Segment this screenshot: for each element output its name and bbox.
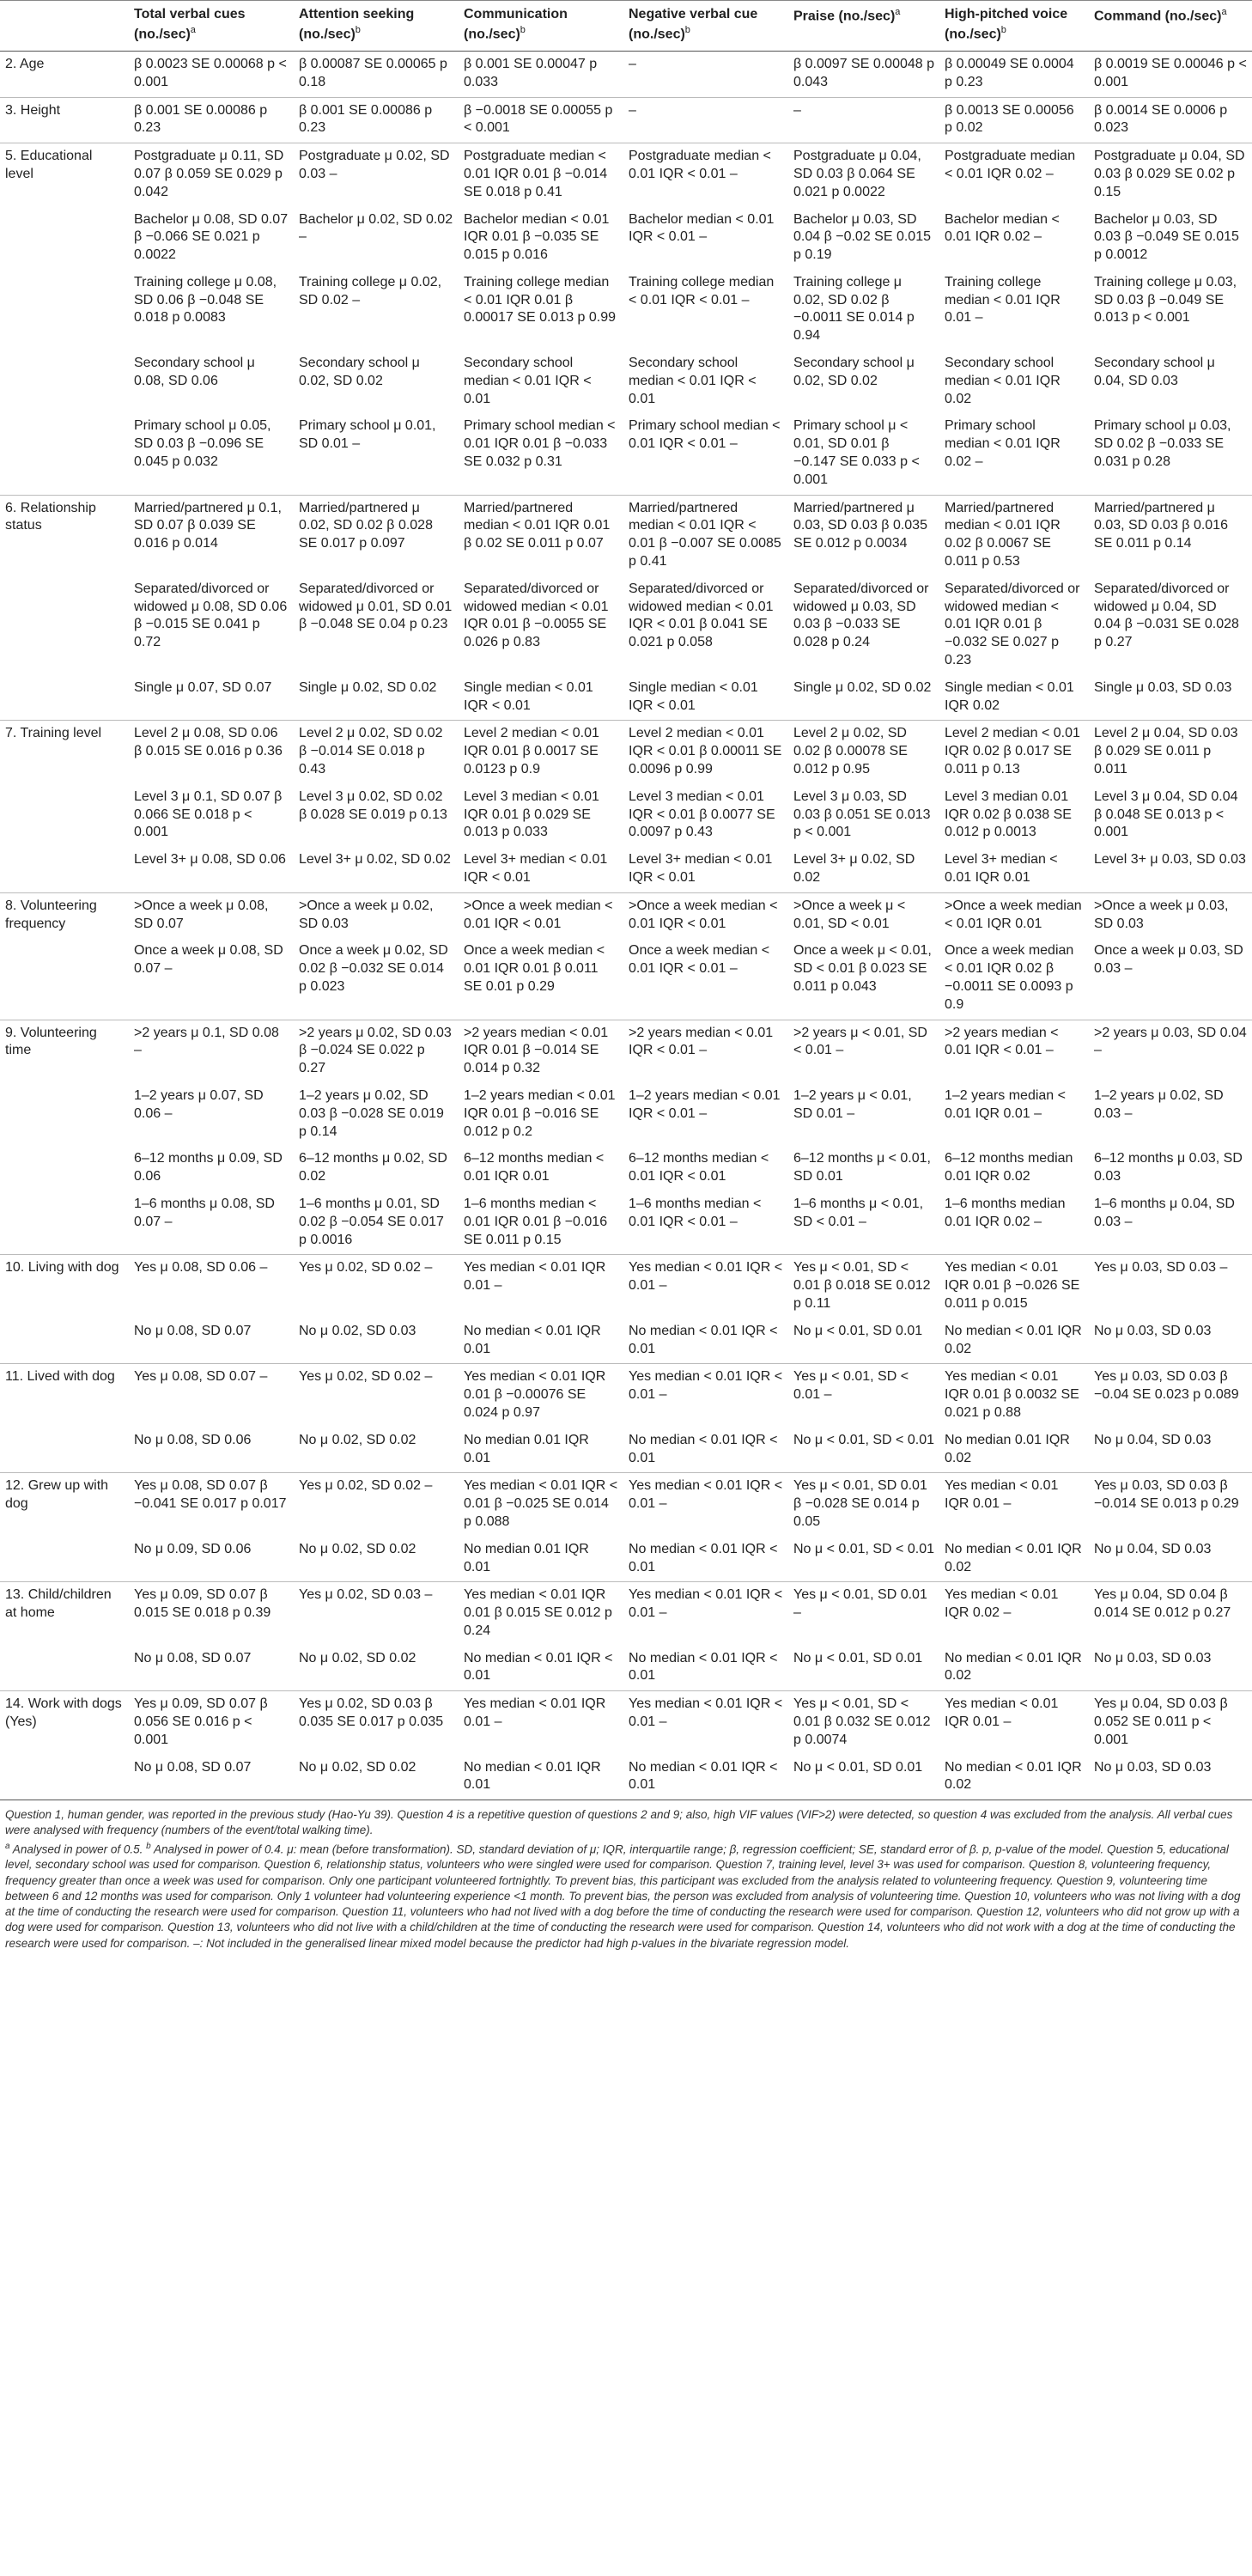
table-cell: Postgraduate μ 0.02, SD 0.03 – (294, 143, 459, 207)
table-cell: Once a week median < 0.01 IQR 0.01 β 0.011 SE 0.01 p 0.29 (464, 943, 605, 994)
table-row (0, 1020, 1252, 1083)
table-footnotes (0, 1800, 1252, 1951)
table-cell: No median 0.01 IQR 0.01 (464, 1432, 589, 1465)
table-cell: β 0.00049 SE 0.0004 p 0.23 (939, 51, 1089, 97)
table-row (0, 1191, 1252, 1255)
table-cell: >2 years μ 0.1, SD 0.08 – (129, 1020, 294, 1083)
table-cell: Yes μ 0.09, SD 0.07 β 0.056 SE 0.016 p < 0.001 (129, 1691, 294, 1755)
table-cell: Primary school median < 0.01 IQR 0.01 β −0.033 SE 0.032 p 0.31 (464, 418, 616, 470)
table-cell: Level 2 μ 0.02, SD 0.02 β −0.014 SE 0.018 p 0.43 (294, 721, 459, 784)
row-label (0, 847, 129, 892)
table-row (0, 1755, 1252, 1800)
table-cell: Secondary school median < 0.01 IQR < 0.01 (629, 356, 757, 406)
table-cell: No μ 0.08, SD 0.06 (134, 1432, 252, 1447)
row-label (0, 1755, 129, 1800)
table-cell: No μ 0.08, SD 0.07 (134, 1323, 252, 1338)
table-cell: Level 3+ median < 0.01 IQR 0.01 (945, 852, 1058, 885)
table-cell: >2 years μ < 0.01, SD < 0.01 – (788, 1020, 939, 1083)
table-cell: Postgraduate μ 0.04, SD 0.03 β 0.029 SE 0.02 p 0.15 (1089, 143, 1252, 207)
table-row (0, 721, 1252, 784)
table-cell: 1–2 years median < 0.01 IQR 0.01 β −0.016 SE 0.012 p 0.2 (464, 1087, 616, 1139)
table-row (0, 784, 1252, 847)
table-cell: Married/partnered median < 0.01 IQR < 0.01 β −0.007 SE 0.0085 p 0.41 (623, 495, 788, 576)
table-cell: Level 3+ median < 0.01 IQR < 0.01 (629, 852, 773, 885)
table-cell: Single median < 0.01 IQR < 0.01 (629, 679, 758, 713)
table-cell: Yes μ 0.09, SD 0.07 β 0.015 SE 0.018 p 0.39 (129, 1582, 294, 1646)
table-cell: No μ < 0.01, SD 0.01 (788, 1755, 939, 1800)
table-row (0, 270, 1252, 350)
row-label: 13. Child/children at home (0, 1582, 129, 1646)
row-label (0, 1428, 129, 1473)
table-cell: No μ 0.08, SD 0.07 (129, 1755, 294, 1800)
table-cell: Yes median < 0.01 IQR < 0.01 – (623, 1364, 788, 1428)
table-cell: 6–12 months μ 0.09, SD 0.06 (134, 1151, 283, 1184)
table-cell: Postgraduate median < 0.01 IQR 0.02 – (939, 143, 1089, 207)
table-cell: Once a week μ 0.03, SD 0.03 – (1094, 943, 1243, 977)
table-cell: Once a week μ 0.02, SD 0.02 β −0.032 SE 0.014 p 0.023 (299, 943, 448, 994)
table-cell: Yes μ 0.03, SD 0.03 – (1089, 1255, 1252, 1318)
table-cell: Yes μ 0.03, SD 0.03 β −0.04 SE 0.023 p 0.089 (1089, 1364, 1252, 1428)
table-cell: Yes median < 0.01 IQR 0.02 – (939, 1582, 1089, 1646)
table-cell: No μ 0.02, SD 0.02 (299, 1432, 416, 1447)
table-cell: No median < 0.01 IQR 0.02 (939, 1755, 1089, 1800)
table-cell: >Once a week median < 0.01 IQR < 0.01 (623, 892, 788, 938)
table-row (0, 892, 1252, 938)
header-row (0, 1, 1252, 52)
table-cell: >Once a week μ 0.03, SD 0.03 (1089, 892, 1252, 938)
table-cell: No μ 0.02, SD 0.03 (299, 1323, 416, 1338)
table-cell: Yes median < 0.01 IQR < 0.01 – (623, 1255, 788, 1318)
column-header-note-mark: a (1221, 7, 1227, 17)
table-cell: Level 3 μ 0.03, SD 0.03 β 0.051 SE 0.013 p < 0.001 (793, 789, 931, 840)
table-cell: 6–12 months μ 0.02, SD 0.02 (299, 1151, 447, 1184)
table-cell: Separated/divorced or widowed median < 0.01 IQR < 0.01 β 0.041 SE 0.021 p 0.058 (629, 581, 774, 650)
table-cell: No μ 0.09, SD 0.06 (134, 1541, 252, 1556)
row-label (0, 413, 129, 495)
table-cell: β 0.0019 SE 0.00046 p < 0.001 (1089, 51, 1252, 97)
row-label: 2. Age (0, 51, 129, 97)
column-header-2 (294, 1, 459, 52)
row-label: 9. Volunteering time (0, 1020, 129, 1083)
column-header-label: High-pitched voice (no./sec) (945, 7, 1068, 42)
table-cell: 1–2 years μ 0.02, SD 0.03 β −0.028 SE 0.019 p 0.14 (299, 1087, 444, 1139)
table-cell: >2 years median < 0.01 IQR < 0.01 – (939, 1020, 1089, 1083)
table-cell: Separated/divorced or widowed μ 0.03, SD 0.03 β −0.033 SE 0.028 p 0.24 (793, 581, 929, 650)
table-cell: Yes median < 0.01 IQR 0.01 – (459, 1691, 623, 1755)
row-label (0, 675, 129, 721)
table-cell: Yes median < 0.01 IQR 0.01 – (459, 1255, 623, 1318)
table-cell: Level 3 μ 0.02, SD 0.02 β 0.028 SE 0.019 p 0.13 (299, 789, 447, 822)
row-label: 12. Grew up with dog (0, 1473, 129, 1537)
table-cell: Level 3 μ 0.1, SD 0.07 β 0.066 SE 0.018 p < 0.001 (134, 789, 283, 840)
table-cell: Separated/divorced or widowed μ 0.01, SD 0.01 β −0.048 SE 0.04 p 0.23 (299, 581, 453, 632)
table-cell: 6–12 months μ < 0.01, SD 0.01 (793, 1151, 931, 1184)
column-header-4 (623, 1, 788, 52)
table-cell: Yes μ 0.02, SD 0.02 – (294, 1364, 459, 1428)
table-cell: 1–2 years median < 0.01 IQR < 0.01 – (629, 1087, 781, 1121)
table-cell: β 0.001 SE 0.00086 p 0.23 (129, 97, 294, 143)
table-cell: 6–12 months median < 0.01 IQR < 0.01 (629, 1151, 769, 1184)
table-cell: Single μ 0.07, SD 0.07 (134, 679, 272, 695)
table-cell: No median < 0.01 IQR < 0.01 (623, 1755, 788, 1800)
table-cell: Training college μ 0.03, SD 0.03 β −0.049 SE 0.013 p < 0.001 (1094, 274, 1237, 326)
table-cell: Married/partnered μ 0.03, SD 0.03 β 0.035 SE 0.012 p 0.0034 (788, 495, 939, 576)
table-row (0, 413, 1252, 495)
table-cell: β 0.001 SE 0.00047 p 0.033 (459, 51, 623, 97)
table-cell: >Once a week μ 0.08, SD 0.07 (129, 892, 294, 938)
table-cell: No median 0.01 IQR 0.01 (464, 1541, 589, 1574)
table-cell: No median < 0.01 IQR 0.01 (459, 1755, 623, 1800)
table-cell: No μ < 0.01, SD < 0.01 (793, 1541, 934, 1556)
table-cell: Bachelor μ 0.08, SD 0.07 β −0.066 SE 0.021 p 0.0022 (134, 211, 289, 263)
table-cell: 1–2 years μ 0.02, SD 0.03 – (1094, 1087, 1224, 1121)
table-row (0, 675, 1252, 721)
table-cell: Bachelor μ 0.03, SD 0.03 β −0.049 SE 0.015 p 0.0012 (1094, 211, 1239, 263)
table-row (0, 143, 1252, 207)
table-cell: Level 3+ μ 0.03, SD 0.03 (1094, 852, 1246, 868)
table-cell: Training college median < 0.01 IQR 0.01 – (945, 274, 1061, 326)
table-cell: Postgraduate median < 0.01 IQR 0.01 β −0.014 SE 0.018 p 0.41 (459, 143, 623, 207)
row-label (0, 1146, 129, 1191)
table-row (0, 576, 1252, 675)
table-row (0, 1691, 1252, 1755)
table-cell: β −0.0018 SE 0.00055 p < 0.001 (459, 97, 623, 143)
table-row (0, 1582, 1252, 1646)
column-header-5 (788, 1, 939, 52)
table-body (0, 51, 1252, 1800)
table-cell: Training college median < 0.01 IQR 0.01 β 0.00017 SE 0.013 p 0.99 (464, 274, 617, 326)
table-cell: No μ 0.02, SD 0.02 (299, 1650, 416, 1666)
column-header-label: Total verbal cues (no./sec) (134, 7, 246, 42)
table-cell: β 0.0014 SE 0.0006 p 0.023 (1089, 97, 1252, 143)
table-cell: Yes μ < 0.01, SD < 0.01 β 0.018 SE 0.012 p 0.11 (788, 1255, 939, 1318)
table-cell: Single μ 0.02, SD 0.02 (299, 679, 437, 695)
table-cell: Yes median < 0.01 IQR 0.01 β −0.00076 SE 0.024 p 0.97 (459, 1364, 623, 1428)
table-row (0, 1318, 1252, 1364)
row-label (0, 207, 129, 270)
row-label (0, 576, 129, 675)
table-cell: Secondary school median < 0.01 IQR 0.02 (945, 356, 1061, 406)
table-cell: No median < 0.01 IQR < 0.01 (629, 1432, 778, 1465)
table-cell: Bachelor median < 0.01 IQR < 0.01 – (629, 211, 775, 245)
table-cell: >Once a week μ < 0.01, SD < 0.01 (788, 892, 939, 938)
table-cell: Secondary school μ 0.02, SD 0.02 (793, 356, 915, 388)
table-cell: Bachelor median < 0.01 IQR 0.01 β −0.035 SE 0.015 p 0.016 (464, 211, 610, 263)
table-cell: Yes median < 0.01 IQR 0.01 β 0.0032 SE 0.021 p 0.88 (939, 1364, 1089, 1428)
table-cell: Yes median < 0.01 IQR < 0.01 – (623, 1691, 788, 1755)
table-cell: Yes μ 0.02, SD 0.03 β 0.035 SE 0.017 p 0.035 (294, 1691, 459, 1755)
table-cell: Yes median < 0.01 IQR < 0.01 – (623, 1473, 788, 1537)
table-cell: Single median < 0.01 IQR < 0.01 (464, 679, 593, 713)
table-cell: Level 3+ μ 0.02, SD 0.02 (299, 852, 451, 868)
table-cell: No μ 0.03, SD 0.03 (1094, 1650, 1212, 1666)
table-row (0, 1255, 1252, 1318)
table-cell: No μ 0.03, SD 0.03 (1089, 1755, 1252, 1800)
table-cell: 6–12 months median 0.01 IQR 0.02 (945, 1151, 1073, 1184)
table-cell: Postgraduate μ 0.11, SD 0.07 β 0.059 SE 0.029 p 0.042 (129, 143, 294, 207)
table-cell: Secondary school median < 0.01 IQR < 0.01 (464, 356, 592, 406)
table-cell: Once a week median < 0.01 IQR 0.02 β −0.0011 SE 0.0093 p 0.9 (945, 943, 1074, 1012)
column-header-6 (939, 1, 1089, 52)
column-header-label: Command (no./sec) (1094, 9, 1222, 24)
footnote-b: Analysed in power of 0.4. μ: mean (before transformation). SD, standard deviation of μ; IQR, interquartile range; β, regression coefficient; SE, standard error of β. p, p-value of the model. Question 5, educational level, secondary school was used for comparison. Question 6, relationship status, volunteers who were singled were used for comparison. Question 7, training level, level 3+ was used for comparison. Question 8, volunteering frequency, frequency greater than once a week was used for comparison. Only one participant volunteered fortnightly. To prevent bias, this participant was excluded from the analysis related to volunteering frequency. Question 9, volunteering time between 6 and 12 months was used for comparison. Only 1 volunteer had volunteering experience <1 month. To prevent bias, the person was excluded from analysis of volunteering time. Question 10, volunteers who was not living with a dog at the time of conducting the research were used for comparison. Question 11, volunteers who had not lived with a dog before the time of conducting the research were used for comparison. Question 12, volunteers who did not grow up with a dog were used for comparison. Question 13, volunteers who did not live with a child/children at the time of conducting the research were used for comparison. Question 14, volunteers who did not work with a dog at the time of conducting the research were used for comparison. –: Not included in the generalised linear mixed model because the predictor had high p-values in the bivariate regression model. (5, 1842, 1241, 1950)
table-cell: Primary school μ < 0.01, SD 0.01 β −0.147 SE 0.033 p < 0.001 (793, 418, 920, 487)
table-cell: No μ 0.02, SD 0.02 (299, 1541, 416, 1556)
column-header-note-mark: b (520, 24, 526, 35)
table-cell: Yes μ 0.02, SD 0.03 – (294, 1582, 459, 1646)
table-cell: Married/partnered μ 0.03, SD 0.03 β 0.016 SE 0.011 p 0.14 (1089, 495, 1252, 576)
table-row (0, 97, 1252, 143)
column-header-label: Negative verbal cue (no./sec) (629, 7, 758, 42)
table-cell: Separated/divorced or widowed median < 0.01 IQR 0.01 β −0.032 SE 0.027 p 0.23 (945, 581, 1080, 668)
table-cell: No median < 0.01 IQR < 0.01 (629, 1541, 778, 1574)
table-row (0, 51, 1252, 97)
table-cell: Postgraduate median < 0.01 IQR < 0.01 – (623, 143, 788, 207)
table-cell: Level 2 median < 0.01 IQR 0.01 β 0.0017 SE 0.0123 p 0.9 (459, 721, 623, 784)
table-cell: 1–6 months μ < 0.01, SD < 0.01 – (793, 1196, 924, 1229)
table-cell: No μ < 0.01, SD 0.01 (793, 1650, 923, 1666)
table-cell: – (788, 97, 939, 143)
table-cell: 1–2 years median < 0.01 IQR 0.01 – (945, 1087, 1066, 1121)
column-header-3 (459, 1, 623, 52)
table-cell: Level 3+ μ 0.02, SD 0.02 (793, 852, 915, 885)
table-row (0, 847, 1252, 892)
row-label: 5. Educational level (0, 143, 129, 207)
column-header-note-mark: a (190, 24, 196, 35)
footnote-main: Question 1, human gender, was reported in the previous study (Hao-Yu 39). Question 4 is a repetitive question of questions 2 and 9; also, high VIF values (VIF>2) were detected, so question 4 was excluded from the analysis. All verbal cues were analysed with frequency (numbers of the event/total walking time). (5, 1808, 1233, 1837)
table-cell: Married/partnered μ 0.02, SD 0.02 β 0.028 SE 0.017 p 0.097 (294, 495, 459, 576)
table-cell: No μ 0.02, SD 0.02 (294, 1755, 459, 1800)
table-cell: Level 3 μ 0.04, SD 0.04 β 0.048 SE 0.013 p < 0.001 (1094, 789, 1238, 840)
table-cell: >2 years median < 0.01 IQR 0.01 β −0.014 SE 0.014 p 0.32 (459, 1020, 623, 1083)
footnote-a-mark: a (5, 1841, 10, 1851)
table-cell: Level 2 μ 0.04, SD 0.03 β 0.029 SE 0.011 p 0.011 (1089, 721, 1252, 784)
table-row (0, 1428, 1252, 1473)
table-cell: Yes μ < 0.01, SD < 0.01 β 0.032 SE 0.012 p 0.0074 (788, 1691, 939, 1755)
table-cell: Yes median < 0.01 IQR 0.01 β 0.015 SE 0.012 p 0.24 (459, 1582, 623, 1646)
footnote-a: Analysed in power of 0.5. (9, 1842, 147, 1856)
table-cell: Yes μ 0.02, SD 0.02 – (294, 1255, 459, 1318)
table-cell: No median < 0.01 IQR 0.02 (945, 1541, 1082, 1574)
row-label: 8. Volunteering frequency (0, 892, 129, 938)
table-cell: Once a week μ 0.08, SD 0.07 – (134, 943, 283, 977)
table-row (0, 207, 1252, 270)
table-cell: β 0.001 SE 0.00086 p 0.23 (294, 97, 459, 143)
table-cell: Secondary school μ 0.08, SD 0.06 (134, 356, 255, 388)
table-cell: No median 0.01 IQR 0.02 (945, 1432, 1070, 1465)
table-cell: – (623, 51, 788, 97)
table-cell: β 0.00087 SE 0.00065 p 0.18 (294, 51, 459, 97)
table-cell: Yes μ < 0.01, SD 0.01 β −0.028 SE 0.014 p 0.05 (788, 1473, 939, 1537)
table-cell: Yes μ 0.04, SD 0.04 β 0.014 SE 0.012 p 0.27 (1089, 1582, 1252, 1646)
table-cell: Postgraduate μ 0.04, SD 0.03 β 0.064 SE 0.021 p 0.0022 (788, 143, 939, 207)
table-cell: 1–6 months median 0.01 IQR 0.02 – (945, 1196, 1066, 1229)
table-cell: 6–12 months median < 0.01 IQR 0.01 (464, 1151, 605, 1184)
table-cell: Yes median < 0.01 IQR 0.01 – (939, 1473, 1089, 1537)
column-header-label: Communication (no./sec) (464, 7, 568, 42)
table-cell: Secondary school μ 0.04, SD 0.03 (1094, 356, 1215, 388)
row-label: 10. Living with dog (0, 1255, 129, 1318)
table-cell: Separated/divorced or widowed μ 0.08, SD 0.06 β −0.015 SE 0.041 p 0.72 (134, 581, 288, 650)
table-cell: Separated/divorced or widowed median < 0.01 IQR 0.01 β −0.0055 SE 0.026 p 0.83 (464, 581, 609, 650)
row-label (0, 1318, 129, 1364)
table-cell: Training college median < 0.01 IQR < 0.01 – (629, 274, 775, 308)
table-row (0, 1646, 1252, 1691)
table-cell: 1–6 months μ 0.01, SD 0.02 β −0.054 SE 0.017 p 0.0016 (299, 1196, 444, 1247)
table-cell: No median < 0.01 IQR < 0.01 (464, 1650, 613, 1684)
table-cell: Level 3+ median < 0.01 IQR < 0.01 (464, 852, 608, 885)
table-cell: Once a week median < 0.01 IQR < 0.01 – (629, 943, 770, 977)
table-cell: 1–2 years μ < 0.01, SD 0.01 – (793, 1087, 912, 1121)
table-cell: Level 3 median < 0.01 IQR < 0.01 β 0.0077 SE 0.0097 p 0.43 (629, 789, 775, 840)
table-cell: >Once a week median < 0.01 IQR < 0.01 (459, 892, 623, 938)
table-cell: β 0.0023 SE 0.00068 p < 0.001 (129, 51, 294, 97)
table-cell: Married/partnered median < 0.01 IQR 0.02 β 0.0067 SE 0.011 p 0.53 (939, 495, 1089, 576)
table-cell: Yes μ 0.04, SD 0.03 β 0.052 SE 0.011 p < 0.001 (1089, 1691, 1252, 1755)
column-header-1 (129, 1, 294, 52)
column-header-label: Attention seeking (no./sec) (299, 7, 415, 42)
table-cell: 1–6 months median < 0.01 IQR < 0.01 – (629, 1196, 762, 1229)
column-header-label: Praise (no./sec) (793, 9, 896, 24)
table-row (0, 1146, 1252, 1191)
table-cell: Level 3+ μ 0.08, SD 0.06 (134, 852, 286, 868)
table-cell: >2 years median < 0.01 IQR < 0.01 – (623, 1020, 788, 1083)
table-cell: Yes μ 0.02, SD 0.02 – (294, 1473, 459, 1537)
table-cell: No median < 0.01 IQR < 0.01 (629, 1650, 778, 1684)
footnote-b-mark: b (146, 1841, 151, 1851)
table-row (0, 1537, 1252, 1582)
table-cell: 1–6 months μ 0.08, SD 0.07 – (134, 1196, 275, 1229)
table-cell: Primary school μ 0.01, SD 0.01 – (299, 418, 436, 452)
table-cell: Primary school μ 0.03, SD 0.02 β −0.033 SE 0.031 p 0.28 (1094, 418, 1231, 470)
table-cell: 1–2 years μ 0.07, SD 0.06 – (134, 1087, 264, 1121)
table-cell: Yes median < 0.01 IQR 0.01 – (939, 1691, 1089, 1755)
table-cell: Level 2 median < 0.01 IQR 0.02 β 0.017 SE 0.011 p 0.13 (939, 721, 1089, 784)
row-label (0, 270, 129, 350)
table-cell: Bachelor μ 0.03, SD 0.04 β −0.02 SE 0.015 p 0.19 (793, 211, 931, 263)
row-label (0, 1083, 129, 1146)
table-cell: 1–6 months μ 0.04, SD 0.03 – (1094, 1196, 1235, 1229)
table-row (0, 495, 1252, 576)
table-cell: Married/partnered median < 0.01 IQR 0.01 β 0.02 SE 0.011 p 0.07 (459, 495, 623, 576)
column-header-7 (1089, 1, 1252, 52)
column-header-note-mark: b (355, 24, 361, 35)
table-row (0, 938, 1252, 1020)
table-cell: Primary school μ 0.05, SD 0.03 β −0.096 SE 0.045 p 0.032 (134, 418, 271, 470)
table-cell: Single μ 0.02, SD 0.02 (793, 679, 932, 695)
table-cell: >Once a week μ 0.02, SD 0.03 (294, 892, 459, 938)
table-cell: β 0.0097 SE 0.00048 p 0.043 (788, 51, 939, 97)
row-label: 3. Height (0, 97, 129, 143)
table-cell: Single μ 0.03, SD 0.03 (1094, 679, 1232, 695)
table-cell: 1–6 months median < 0.01 IQR 0.01 β −0.016 SE 0.011 p 0.15 (464, 1196, 608, 1247)
table-cell: Yes median < 0.01 IQR < 0.01 β −0.025 SE 0.014 p 0.088 (459, 1473, 623, 1537)
table-cell: Training college μ 0.08, SD 0.06 β −0.048 SE 0.018 p 0.0083 (134, 274, 277, 326)
table-cell: Yes μ 0.03, SD 0.03 β −0.014 SE 0.013 p 0.29 (1089, 1473, 1252, 1537)
table-cell: Single median < 0.01 IQR 0.02 (945, 679, 1074, 713)
row-label (0, 784, 129, 847)
table-cell: Yes μ 0.08, SD 0.07 – (129, 1364, 294, 1428)
table-row (0, 1364, 1252, 1428)
row-label: 6. Relationship status (0, 495, 129, 576)
table-cell: Level 3 median < 0.01 IQR 0.01 β 0.029 SE 0.013 p 0.033 (464, 789, 599, 840)
table-cell: Level 3 median 0.01 IQR 0.02 β 0.038 SE 0.012 p 0.0013 (945, 789, 1072, 840)
table-cell: Married/partnered μ 0.1, SD 0.07 β 0.039 SE 0.016 p 0.014 (129, 495, 294, 576)
table-cell: No median < 0.01 IQR 0.02 (945, 1650, 1082, 1684)
table-cell: β 0.0013 SE 0.00056 p 0.02 (939, 97, 1089, 143)
table-cell: Separated/divorced or widowed μ 0.04, SD 0.04 β −0.031 SE 0.028 p 0.27 (1094, 581, 1239, 650)
column-header-0 (0, 1, 129, 52)
column-header-note-mark: b (684, 24, 690, 35)
table-cell: Yes median < 0.01 IQR < 0.01 – (623, 1582, 788, 1646)
table-cell: No μ < 0.01, SD < 0.01 (793, 1432, 934, 1447)
table-cell: No median < 0.01 IQR 0.01 (464, 1323, 601, 1356)
table-cell: No μ 0.04, SD 0.03 (1094, 1541, 1212, 1556)
row-label: 14. Work with dogs (Yes) (0, 1691, 129, 1755)
table-row (0, 1473, 1252, 1537)
table-row (0, 350, 1252, 413)
table-cell: Training college μ 0.02, SD 0.02 β −0.0011 SE 0.014 p 0.94 (793, 274, 915, 344)
table-cell: >2 years μ 0.03, SD 0.04 – (1089, 1020, 1252, 1083)
table-cell: Bachelor μ 0.02, SD 0.02 – (299, 211, 453, 245)
column-header-note-mark: b (1000, 24, 1006, 35)
table-cell: Bachelor median < 0.01 IQR 0.02 – (945, 211, 1060, 245)
table-cell: Yes μ < 0.01, SD 0.01 – (788, 1582, 939, 1646)
row-label (0, 350, 129, 413)
table-cell: 6–12 months μ 0.03, SD 0.03 (1094, 1151, 1243, 1184)
table-cell: Yes μ < 0.01, SD < 0.01 – (788, 1364, 939, 1428)
table-cell: Training college μ 0.02, SD 0.02 – (299, 274, 442, 308)
table-cell: Primary school median < 0.01 IQR < 0.01 – (629, 418, 781, 452)
table-cell: Yes μ 0.08, SD 0.06 – (129, 1255, 294, 1318)
row-label (0, 938, 129, 1020)
table-cell: No median < 0.01 IQR < 0.01 (629, 1323, 778, 1356)
table-cell: Yes μ 0.08, SD 0.07 β −0.041 SE 0.017 p 0.017 (129, 1473, 294, 1537)
table-row (0, 1083, 1252, 1146)
table-cell: Level 2 median < 0.01 IQR < 0.01 β 0.00011 SE 0.0096 p 0.99 (623, 721, 788, 784)
table-cell: >Once a week median < 0.01 IQR 0.01 (939, 892, 1089, 938)
table-cell: Level 2 μ 0.08, SD 0.06 β 0.015 SE 0.016 p 0.36 (129, 721, 294, 784)
row-label (0, 1537, 129, 1582)
table-cell: >2 years μ 0.02, SD 0.03 β −0.024 SE 0.022 p 0.27 (294, 1020, 459, 1083)
table-cell: No μ < 0.01, SD 0.01 (793, 1323, 923, 1338)
table-cell: Secondary school μ 0.02, SD 0.02 (299, 356, 420, 388)
table-cell: Once a week μ < 0.01, SD < 0.01 β 0.023 SE 0.011 p 0.043 (793, 943, 932, 994)
footnote-notes (5, 1841, 1247, 1952)
table-cell: – (623, 97, 788, 143)
row-label (0, 1646, 129, 1691)
table-cell: No μ 0.08, SD 0.07 (134, 1650, 252, 1666)
table-cell: No μ 0.03, SD 0.03 (1094, 1323, 1212, 1338)
row-label (0, 1191, 129, 1255)
table-cell: Primary school median < 0.01 IQR 0.02 – (945, 418, 1061, 470)
table-cell: Level 2 μ 0.02, SD 0.02 β 0.00078 SE 0.012 p 0.95 (788, 721, 939, 784)
table-cell: No median < 0.01 IQR 0.02 (945, 1323, 1082, 1356)
row-label: 7. Training level (0, 721, 129, 784)
row-label: 11. Lived with dog (0, 1364, 129, 1428)
table-cell: Yes median < 0.01 IQR 0.01 β −0.026 SE 0.011 p 0.015 (939, 1255, 1089, 1318)
column-header-note-mark: a (895, 7, 901, 17)
table-cell: No μ 0.04, SD 0.03 (1094, 1432, 1212, 1447)
